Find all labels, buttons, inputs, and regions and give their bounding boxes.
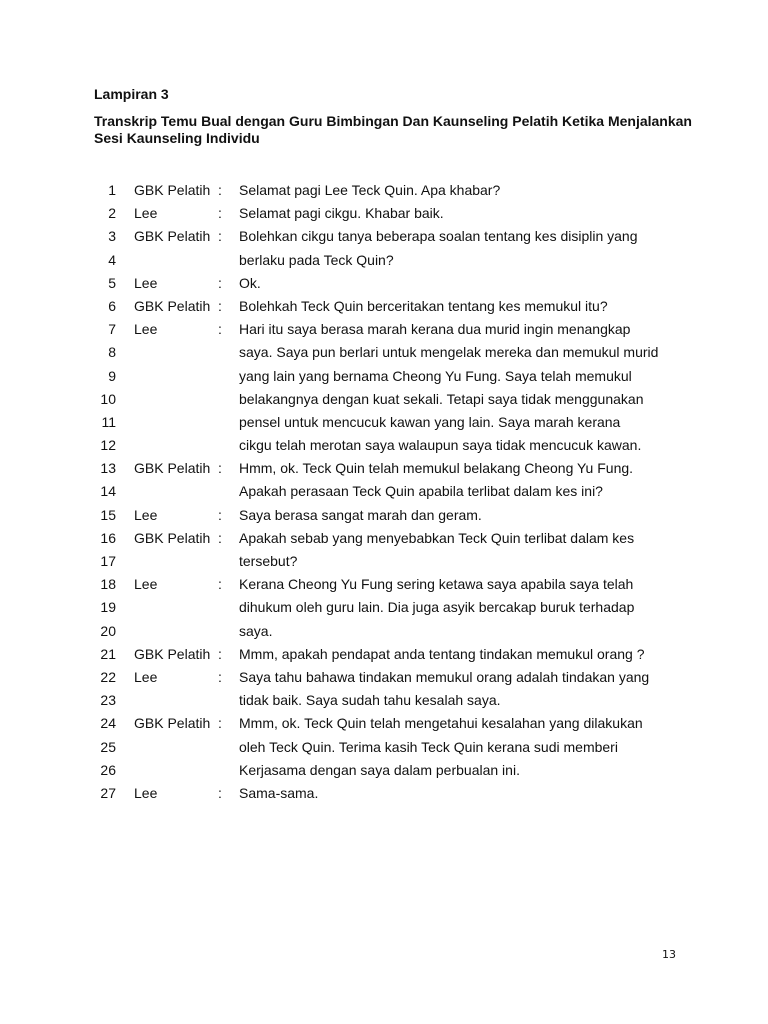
- transcript-row: [0, 341, 768, 364]
- utterance-text: Ok.: [239, 274, 261, 291]
- line-number: 16: [100, 529, 116, 546]
- speaker-name: GBK Pelatih: [134, 297, 211, 314]
- transcript-row: [0, 249, 768, 272]
- transcript-lines: [0, 179, 768, 805]
- transcript-row: [0, 179, 768, 202]
- utterance-text: Apakah perasaan Teck Quin apabila terlibat dalam kes ini?: [239, 483, 603, 500]
- page-number: 13: [662, 948, 676, 961]
- transcript-row: [0, 457, 768, 480]
- line-number: 2: [108, 205, 116, 222]
- utterance-text: Saya berasa sangat marah dan geram.: [239, 506, 482, 523]
- transcript-row: [0, 736, 768, 759]
- utterance-text: tidak baik. Saya sudah tahu kesalah saya.: [239, 692, 501, 709]
- utterance-text: Sama-sama.: [239, 784, 319, 801]
- line-number: 17: [100, 553, 116, 569]
- line-number: 20: [100, 622, 116, 639]
- line-number: 25: [100, 738, 116, 755]
- speaker-name: GBK Pelatih: [134, 460, 211, 477]
- utterance-text: berlaku pada Teck Quin?: [239, 251, 394, 268]
- transcript-row: [0, 411, 768, 434]
- transcript-row: [0, 388, 768, 411]
- line-number: 5: [108, 274, 116, 291]
- utterance-text: Selamat pagi cikgu. Khabar baik.: [239, 205, 444, 222]
- transcript-row: [0, 272, 768, 295]
- speaker-name: Lee: [134, 205, 158, 222]
- speaker-colon: :: [218, 784, 222, 801]
- line-number: 10: [100, 390, 116, 407]
- transcript-row: [0, 295, 768, 318]
- transcript-row: [0, 643, 768, 666]
- transcript-row: [0, 782, 768, 805]
- speaker-colon: :: [218, 460, 222, 477]
- utterance-text: Selamat pagi Lee Teck Quin. Apa khabar?: [239, 182, 501, 198]
- speaker-name: GBK Pelatih: [134, 529, 211, 546]
- utterance-text: cikgu telah merotan saya walaupun saya tidak mencucuk kawan.: [239, 437, 642, 454]
- utterance-text: Kerjasama dengan saya dalam perbualan ini.: [239, 761, 520, 778]
- transcript-row: [0, 759, 768, 782]
- utterance-text: dihukum oleh guru lain. Dia juga asyik bercakap buruk terhadap: [239, 599, 635, 616]
- line-number: 12: [100, 437, 116, 454]
- appendix-label: Lampiran 3: [94, 86, 169, 102]
- utterance-text: belakangnya dengan kuat sekali. Tetapi saya tidak menggunakan: [239, 390, 644, 407]
- transcript-row: [0, 596, 768, 619]
- transcript-row: [0, 225, 768, 248]
- speaker-name: GBK Pelatih: [134, 715, 211, 732]
- transcript-row: [0, 620, 768, 643]
- transcript-row: [0, 504, 768, 527]
- line-number: 24: [100, 715, 116, 732]
- line-number: 26: [100, 761, 116, 778]
- utterance-text: Mmm, ok. Teck Quin telah mengetahui kesalahan yang dilakukan: [239, 715, 643, 732]
- line-number: 9: [108, 367, 116, 384]
- transcript-row: [0, 202, 768, 225]
- speaker-colon: :: [218, 645, 222, 662]
- speaker-name: Lee: [134, 576, 158, 593]
- line-number: 8: [108, 344, 116, 361]
- speaker-name: GBK Pelatih: [134, 182, 211, 198]
- utterance-text: yang lain yang bernama Cheong Yu Fung. Saya telah memukul: [239, 367, 632, 384]
- line-number: 11: [101, 413, 116, 430]
- utterance-text: Hmm, ok. Teck Quin telah memukul belakang Cheong Yu Fung.: [239, 460, 634, 477]
- speaker-colon: :: [218, 297, 222, 314]
- utterance-text: oleh Teck Quin. Terima kasih Teck Quin kerana sudi memberi: [239, 738, 618, 755]
- speaker-name: Lee: [134, 274, 158, 291]
- speaker-colon: :: [218, 182, 222, 198]
- line-number: 3: [108, 228, 116, 245]
- utterance-text: saya. Saya pun berlari untuk mengelak mereka dan memukul murid: [239, 344, 659, 361]
- line-number: 23: [100, 692, 116, 709]
- speaker-colon: :: [218, 321, 222, 338]
- speaker-colon: :: [218, 228, 222, 245]
- line-number: 21: [100, 645, 116, 662]
- utterance-text: Bolehkah Teck Quin berceritakan tentang kes memukul itu?: [239, 297, 608, 314]
- transcript-row: [0, 480, 768, 503]
- speaker-colon: :: [218, 668, 222, 685]
- speaker-name: Lee: [134, 668, 158, 685]
- speaker-colon: :: [218, 576, 222, 593]
- line-number: 1: [108, 182, 116, 198]
- line-number: 7: [108, 321, 116, 338]
- speaker-name: Lee: [134, 506, 158, 523]
- transcript-row: [0, 666, 768, 689]
- speaker-name: GBK Pelatih: [134, 228, 211, 245]
- line-number: 19: [100, 599, 116, 616]
- document-title: Transkrip Temu Bual dengan Guru Bimbingan Dan Kaunseling Pelatih Ketika Menjalankan Sesi Kaunseling Individu: [94, 113, 692, 146]
- speaker-name: GBK Pelatih: [134, 645, 211, 662]
- transcript-row: [0, 573, 768, 596]
- speaker-colon: :: [218, 274, 222, 291]
- speaker-colon: :: [218, 506, 222, 523]
- utterance-text: tersebut?: [239, 553, 298, 569]
- utterance-text: pensel untuk mencucuk kawan yang lain. Saya marah kerana: [239, 413, 621, 430]
- line-number: 13: [100, 460, 116, 477]
- utterance-text: Mmm, apakah pendapat anda tentang tindakan memukul orang ?: [239, 645, 645, 662]
- transcript-row: [0, 434, 768, 457]
- transcript-row: [0, 365, 768, 388]
- line-number: 27: [100, 784, 116, 801]
- speaker-colon: :: [218, 205, 222, 222]
- line-number: 22: [100, 668, 116, 685]
- utterance-text: Apakah sebab yang menyebabkan Teck Quin terlibat dalam kes: [239, 529, 635, 546]
- line-number: 4: [108, 251, 116, 268]
- transcript-row: [0, 689, 768, 712]
- line-number: 6: [108, 297, 116, 314]
- utterance-text: Saya tahu bahawa tindakan memukul orang adalah tindakan yang: [239, 668, 650, 685]
- speaker-name: Lee: [134, 321, 158, 338]
- line-number: 14: [100, 483, 116, 500]
- transcript-row: [0, 550, 768, 573]
- speaker-colon: :: [218, 529, 222, 546]
- transcript-row: [0, 527, 768, 550]
- speaker-name: Lee: [134, 784, 158, 801]
- line-number: 15: [100, 506, 116, 523]
- transcript-row: [0, 712, 768, 735]
- utterance-text: Hari itu saya berasa marah kerana dua murid ingin menangkap: [239, 321, 631, 338]
- speaker-colon: :: [218, 715, 222, 732]
- line-number: 18: [100, 576, 116, 593]
- utterance-text: Bolehkan cikgu tanya beberapa soalan tentang kes disiplin yang: [239, 228, 638, 245]
- utterance-text: saya.: [239, 622, 273, 639]
- transcript-row: [0, 318, 768, 341]
- utterance-text: Kerana Cheong Yu Fung sering ketawa saya apabila saya telah: [239, 576, 634, 593]
